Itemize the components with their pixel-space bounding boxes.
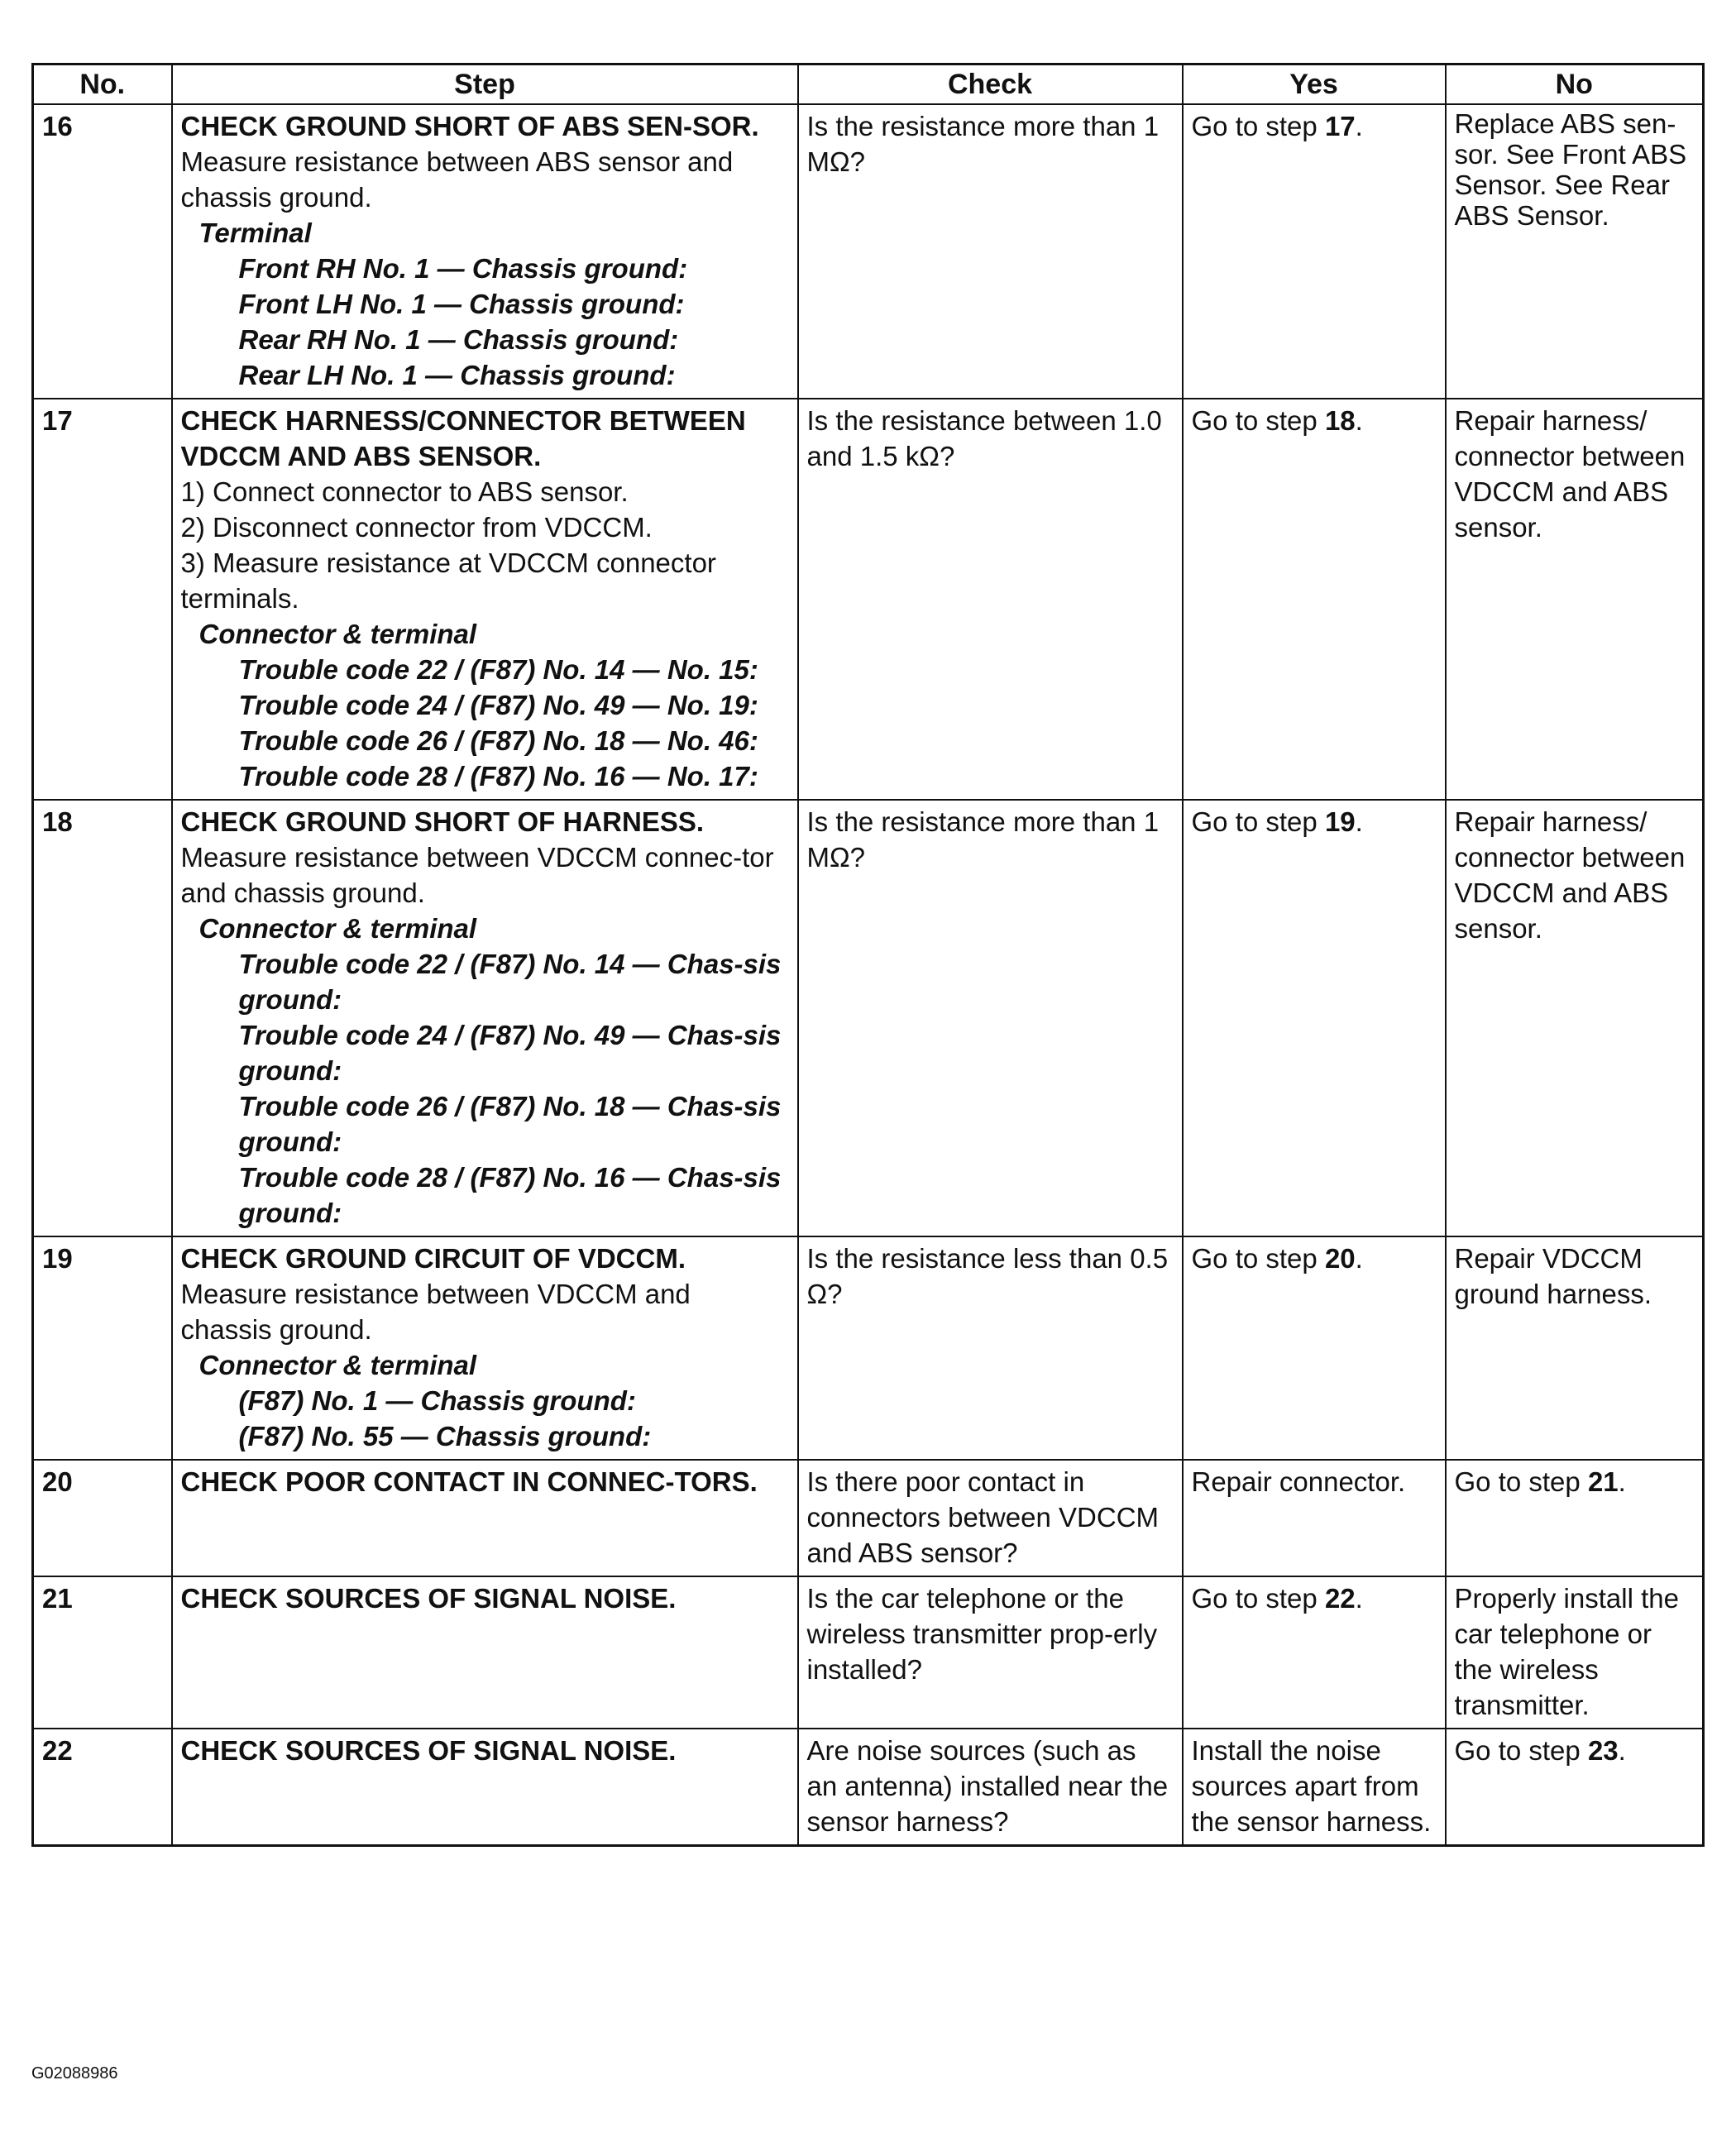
yes-text: Go to step bbox=[1191, 405, 1325, 436]
no-cell: Repair harness/ connector between VDCCM and ABS sensor. bbox=[1446, 800, 1704, 1236]
yes-text: Go to step bbox=[1191, 1583, 1325, 1614]
yes-text: Go to step bbox=[1191, 806, 1325, 837]
step-number: 17 bbox=[33, 399, 172, 800]
step-instruction: 3) Measure resistance at VDCCM connector terminals. bbox=[180, 548, 716, 614]
header-row bbox=[33, 65, 1704, 105]
yes-period: . bbox=[1355, 806, 1363, 837]
no-cell bbox=[1446, 1460, 1704, 1576]
terminal-item: Front LH No. 1 — Chassis ground: bbox=[238, 289, 685, 319]
terminal-item: Front RH No. 1 — Chassis ground: bbox=[238, 253, 688, 284]
terminal-item: Trouble code 26 / (F87) No. 18 — No. 46: bbox=[238, 725, 758, 756]
check-cell: Is there poor contact in connectors between VDCCM and ABS sensor? bbox=[798, 1460, 1183, 1576]
terminal-heading: Connector & terminal bbox=[198, 1350, 477, 1380]
terminal-item: Trouble code 22 / (F87) No. 14 — Chas-sis ground: bbox=[238, 949, 782, 1015]
table-row bbox=[33, 1576, 1704, 1729]
terminal-item: Trouble code 26 / (F87) No. 18 — Chas-sis ground: bbox=[238, 1091, 782, 1157]
step-title: CHECK GROUND SHORT OF HARNESS. bbox=[180, 806, 705, 837]
yes-cell: Repair connector. bbox=[1183, 1460, 1446, 1576]
terminal-item: Trouble code 24 / (F87) No. 49 — Chas-sis ground: bbox=[238, 1020, 782, 1086]
yes-step-ref: 22 bbox=[1324, 1583, 1356, 1614]
yes-period: . bbox=[1355, 111, 1363, 141]
no-period: . bbox=[1618, 1466, 1626, 1497]
yes-cell bbox=[1183, 399, 1446, 800]
terminal-item: (F87) No. 55 — Chassis ground: bbox=[238, 1421, 652, 1451]
yes-period: . bbox=[1355, 405, 1363, 436]
yes-step-ref: 18 bbox=[1324, 405, 1356, 436]
step-instruction: Measure resistance between VDCCM connec-tor and chassis ground. bbox=[180, 842, 774, 908]
yes-text: Go to step bbox=[1191, 1243, 1325, 1274]
diagnostic-procedure bbox=[31, 63, 1702, 1847]
header-no: No. bbox=[33, 65, 172, 105]
step-cell bbox=[172, 800, 798, 1236]
terminal-item: Trouble code 22 / (F87) No. 14 — No. 15: bbox=[238, 654, 758, 685]
yes-cell: Install the noise sources apart from the sensor harness. bbox=[1183, 1729, 1446, 1846]
no-step-ref: 23 bbox=[1587, 1735, 1619, 1766]
no-cell bbox=[1446, 1729, 1704, 1846]
terminal-item: Trouble code 24 / (F87) No. 49 — No. 19: bbox=[238, 690, 758, 720]
step-title: CHECK HARNESS/CONNECTOR BETWEEN VDCCM AND ABS SENSOR. bbox=[180, 405, 746, 471]
table-row bbox=[33, 800, 1704, 1236]
check-cell: Is the car telephone or the wireless transmitter prop-erly installed? bbox=[798, 1576, 1183, 1729]
step-title: CHECK POOR CONTACT IN CONNEC-TORS. bbox=[180, 1466, 758, 1497]
step-number: 22 bbox=[33, 1729, 172, 1846]
yes-step-ref: 17 bbox=[1324, 111, 1356, 141]
terminal-heading: Connector & terminal bbox=[198, 913, 477, 944]
step-instruction: 1) Connect connector to ABS sensor. bbox=[180, 476, 629, 507]
terminal-item: Trouble code 28 / (F87) No. 16 — Chas-sis ground: bbox=[238, 1162, 782, 1228]
step-title: CHECK SOURCES OF SIGNAL NOISE. bbox=[180, 1735, 677, 1766]
header-step: Step bbox=[172, 65, 798, 105]
step-instruction: Measure resistance between ABS sensor and chassis ground. bbox=[180, 146, 734, 213]
check-cell: Is the resistance more than 1 MΩ? bbox=[798, 104, 1183, 399]
step-instruction: Measure resistance between VDCCM and chassis ground. bbox=[180, 1279, 691, 1345]
yes-step-ref: 19 bbox=[1324, 806, 1356, 837]
no-cell: Repair harness/ connector between VDCCM and ABS sensor. bbox=[1446, 399, 1704, 800]
table-row bbox=[33, 399, 1704, 800]
yes-cell bbox=[1183, 1236, 1446, 1460]
yes-cell bbox=[1183, 104, 1446, 399]
header-no-column: No bbox=[1446, 65, 1704, 105]
step-title: CHECK SOURCES OF SIGNAL NOISE. bbox=[180, 1583, 677, 1614]
step-instruction: 2) Disconnect connector from VDCCM. bbox=[180, 512, 653, 543]
terminal-heading: Connector & terminal bbox=[198, 619, 477, 649]
step-number: 16 bbox=[33, 104, 172, 399]
step-cell bbox=[172, 1576, 798, 1729]
step-cell bbox=[172, 1460, 798, 1576]
table-row bbox=[33, 1460, 1704, 1576]
terminal-item: (F87) No. 1 — Chassis ground: bbox=[238, 1385, 636, 1416]
table-row bbox=[33, 1236, 1704, 1460]
step-number: 19 bbox=[33, 1236, 172, 1460]
diagnostic-table bbox=[31, 63, 1705, 1847]
table-row bbox=[33, 104, 1704, 399]
terminal-heading: Terminal bbox=[198, 218, 312, 248]
check-cell: Is the resistance less than 0.5 Ω? bbox=[798, 1236, 1183, 1460]
step-cell bbox=[172, 104, 798, 399]
terminal-item: Rear LH No. 1 — Chassis ground: bbox=[238, 360, 676, 390]
terminal-item: Rear RH No. 1 — Chassis ground: bbox=[238, 324, 679, 355]
step-number: 21 bbox=[33, 1576, 172, 1729]
yes-cell bbox=[1183, 1576, 1446, 1729]
step-number: 20 bbox=[33, 1460, 172, 1576]
yes-text: Go to step bbox=[1191, 111, 1325, 141]
no-cell: Replace ABS sen-sor. See Front ABS Sensor. See Rear ABS Sensor. bbox=[1446, 104, 1704, 399]
step-cell bbox=[172, 1236, 798, 1460]
yes-step-ref: 20 bbox=[1324, 1243, 1356, 1274]
figure-id: G02088986 bbox=[31, 2064, 118, 2083]
check-cell: Is the resistance more than 1 MΩ? bbox=[798, 800, 1183, 1236]
no-cell: Properly install the car telephone or the wireless transmitter. bbox=[1446, 1576, 1704, 1729]
no-text: Go to step bbox=[1454, 1466, 1588, 1497]
table-row bbox=[33, 1729, 1704, 1846]
header-check: Check bbox=[798, 65, 1183, 105]
step-title: CHECK GROUND CIRCUIT OF VDCCM. bbox=[180, 1243, 686, 1274]
step-cell bbox=[172, 1729, 798, 1846]
step-number: 18 bbox=[33, 800, 172, 1236]
no-cell: Repair VDCCM ground harness. bbox=[1446, 1236, 1704, 1460]
no-text: Go to step bbox=[1454, 1735, 1588, 1766]
step-cell bbox=[172, 399, 798, 800]
terminal-item: Trouble code 28 / (F87) No. 16 — No. 17: bbox=[238, 761, 758, 791]
no-step-ref: 21 bbox=[1587, 1466, 1619, 1497]
yes-period: . bbox=[1355, 1583, 1363, 1614]
no-period: . bbox=[1618, 1735, 1626, 1766]
step-title: CHECK GROUND SHORT OF ABS SEN-SOR. bbox=[180, 111, 759, 141]
yes-cell bbox=[1183, 800, 1446, 1236]
header-yes: Yes bbox=[1183, 65, 1446, 105]
check-cell: Is the resistance between 1.0 and 1.5 kΩ? bbox=[798, 399, 1183, 800]
yes-period: . bbox=[1355, 1243, 1363, 1274]
check-cell: Are noise sources (such as an antenna) installed near the sensor harness? bbox=[798, 1729, 1183, 1846]
